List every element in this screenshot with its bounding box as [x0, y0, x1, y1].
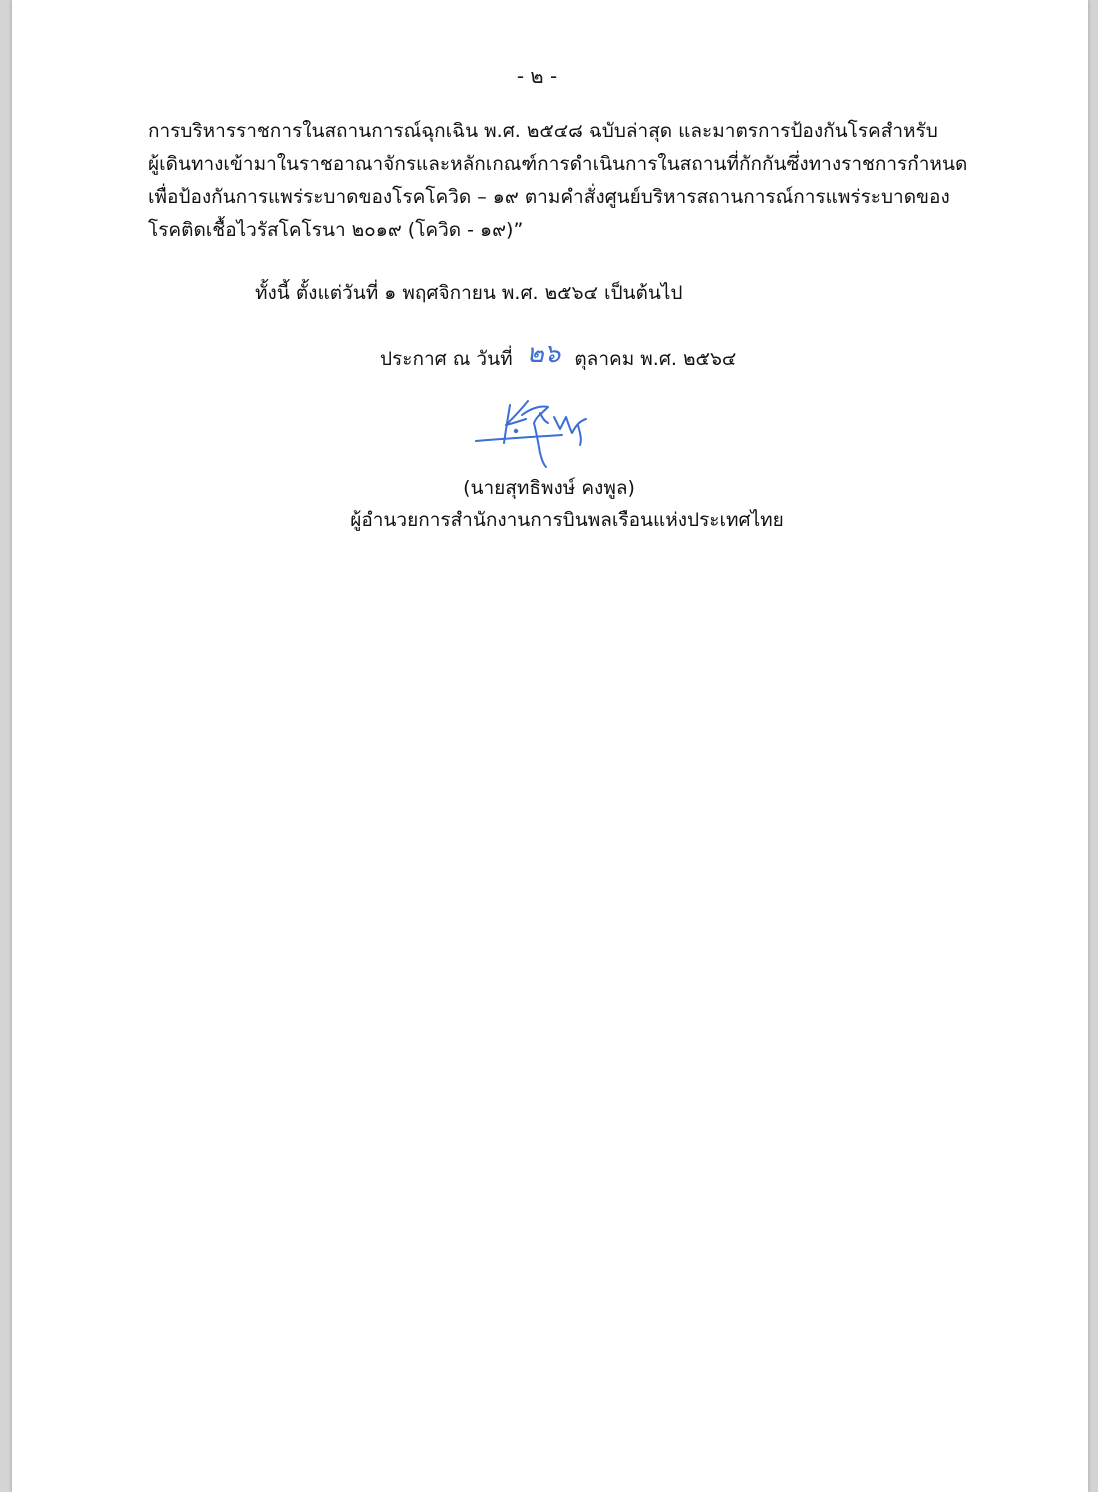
- page-number: - ๒ -: [516, 64, 558, 88]
- body-line: การบริหารราชการในสถานการณ์ฉุกเฉิน พ.ศ. ๒๕๔๘ ฉบับล่าสุด และมาตรการป้องกันโรคสำหรับ: [148, 120, 938, 142]
- signer-title: ผู้อำนวยการสำนักงานการบินพลเรือนแห่งประเทศไทย: [350, 509, 784, 531]
- body-line: โรคติดเชื้อไวรัสโคโรนา ๒๐๑๙ (โควิด - ๑๙)”: [148, 219, 524, 241]
- announcement-date: [380, 336, 736, 377]
- handwritten-signature: [470, 395, 600, 470]
- effective-date-statement: ทั้งนี้ ตั้งแต่วันที่ ๑ พฤศจิกายน พ.ศ. ๒๕๖๔ เป็นต้นไป: [255, 282, 683, 304]
- announcement-prefix: ประกาศ ณ วันที่: [380, 348, 513, 370]
- body-line: เพื่อป้องกันการแพร่ระบาดของโรคโควิด – ๑๙ ตามคำสั่งศูนย์บริหารสถานการณ์การแพร่ระบาดของ: [148, 186, 950, 208]
- body-paragraph: [148, 115, 968, 247]
- announcement-suffix: ตุลาคม พ.ศ. ๒๕๖๔: [574, 348, 737, 370]
- signer-name: (นายสุทธิพงษ์ คงพูล): [463, 477, 635, 499]
- body-line: ผู้เดินทางเข้ามาในราชอาณาจักรและหลักเกณฑ์การดำเนินการในสถานที่กักกันซึ่งทางราชการกำหนด: [148, 153, 968, 175]
- handwritten-day: ๒๖: [526, 339, 561, 369]
